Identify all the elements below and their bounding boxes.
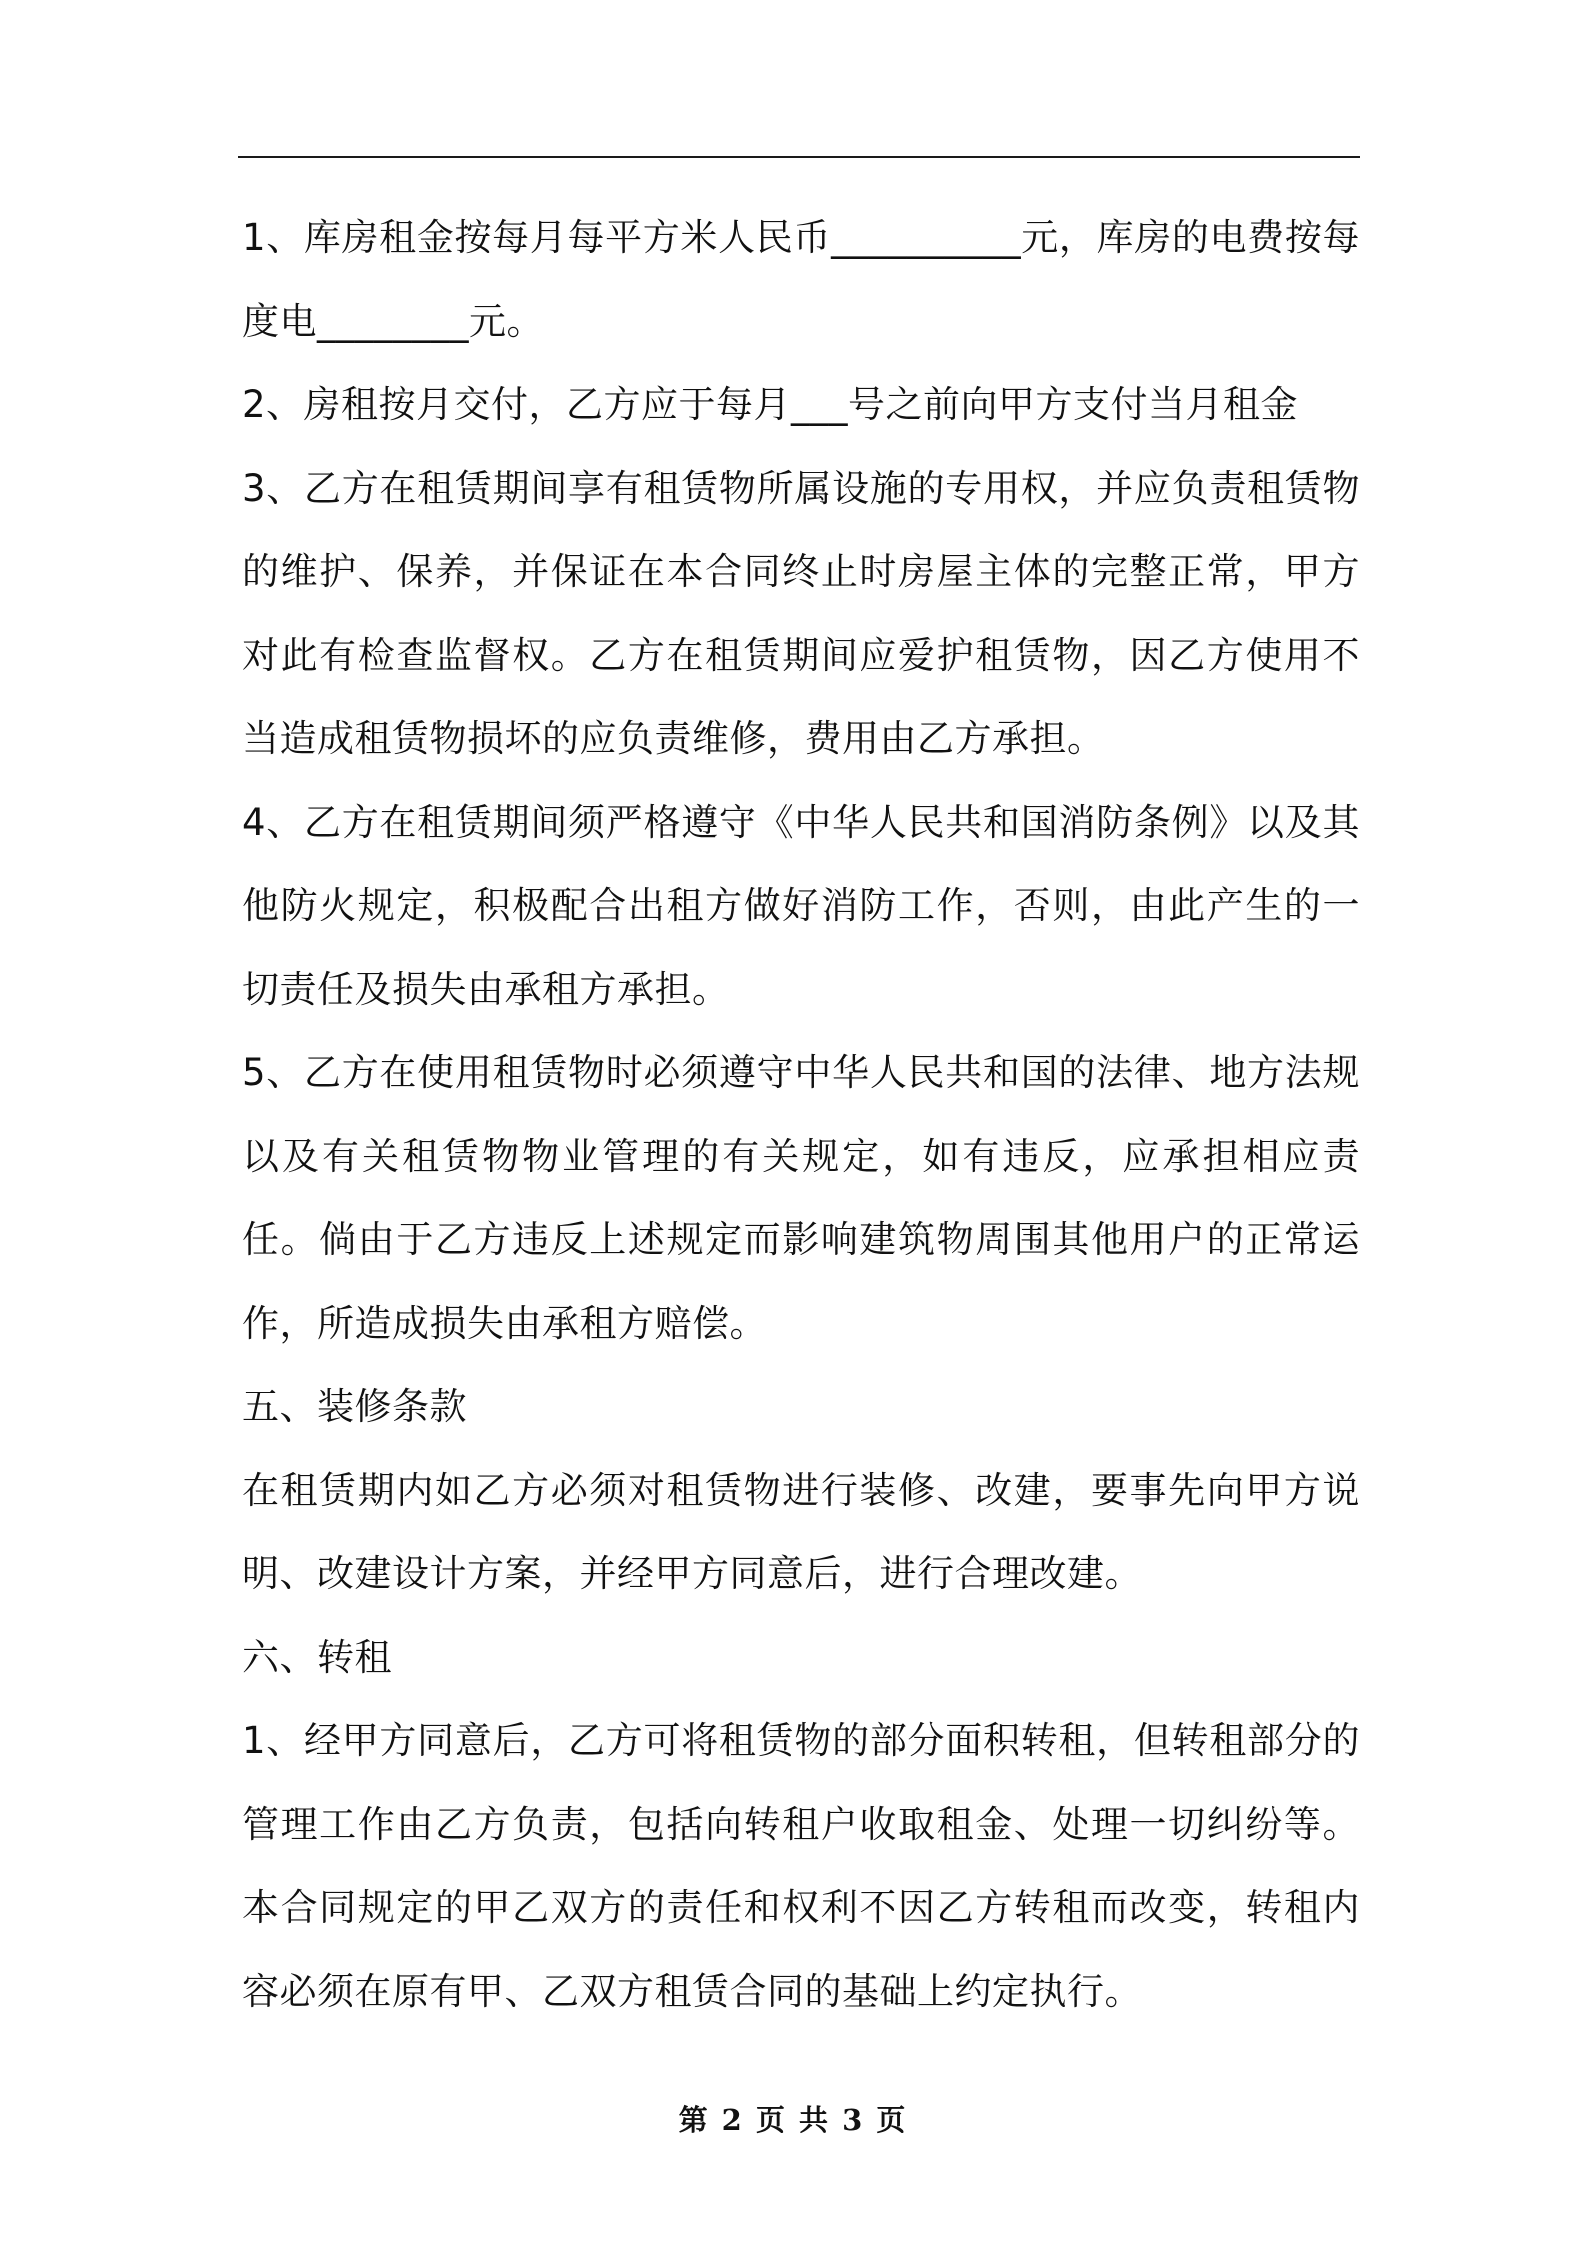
paragraph-payment-date: 2、房租按月交付，乙方应于每月___号之前向甲方支付当月租金 [242, 383, 1299, 426]
header-rule [238, 156, 1360, 158]
paragraph-exclusive-use: 3、乙方在租赁期间享有租赁物所属设施的专用权，并应负责租赁物的维护、保养，并保证在本合同终止时房屋主体的完整正常，甲方对此有检查监督权。乙方在租赁期间应爱护租赁物，因乙方使用不当造成租赁物损坏的应负责维修，费用由乙方承担。 [242, 466, 1360, 760]
paragraph-decoration: 在租赁期内如乙方必须对租赁物进行装修、改建，要事先向甲方说明、改建设计方案，并经甲方同意后，进行合理改建。 [242, 1468, 1360, 1595]
paragraph-legal-compliance: 5、乙方在使用租赁物时必须遵守中华人民共和国的法律、地方法规以及有关租赁物物业管理的有关规定，如有违反，应承担相应责任。倘由于乙方违反上述规定而影响建筑物周围其他用户的正常运作，所造成损失由承租方赔偿。 [242, 1051, 1360, 1345]
section-heading-decoration: 五、装修条款 [242, 1385, 467, 1428]
page-indicator: 第 2 页 共 3 页 [678, 2103, 908, 2137]
paragraph-sublease: 1、经甲方同意后，乙方可将租赁物的部分面积转租，但转租部分的管理工作由乙方负责，包括向转租户收取租金、处理一切纠纷等。本合同规定的甲乙双方的责任和权利不因乙方转租而改变，转租内容必须在原有甲、乙双方租赁合同的基础上约定执行。 [242, 1719, 1360, 2013]
document-body [242, 196, 1360, 2033]
section-heading-sublease: 六、转租 [242, 1635, 392, 1679]
paragraph-rent-rate: 1、库房租金按每月每平方米人民币__________元，库房的电费按每度电________元。 [242, 216, 1360, 343]
paragraph-fire-safety: 4、乙方在租赁期间须严格遵守《中华人民共和国消防条例》以及其他防火规定，积极配合出租方做好消防工作，否则，由此产生的一切责任及损失由承租方承担。 [242, 800, 1360, 1011]
